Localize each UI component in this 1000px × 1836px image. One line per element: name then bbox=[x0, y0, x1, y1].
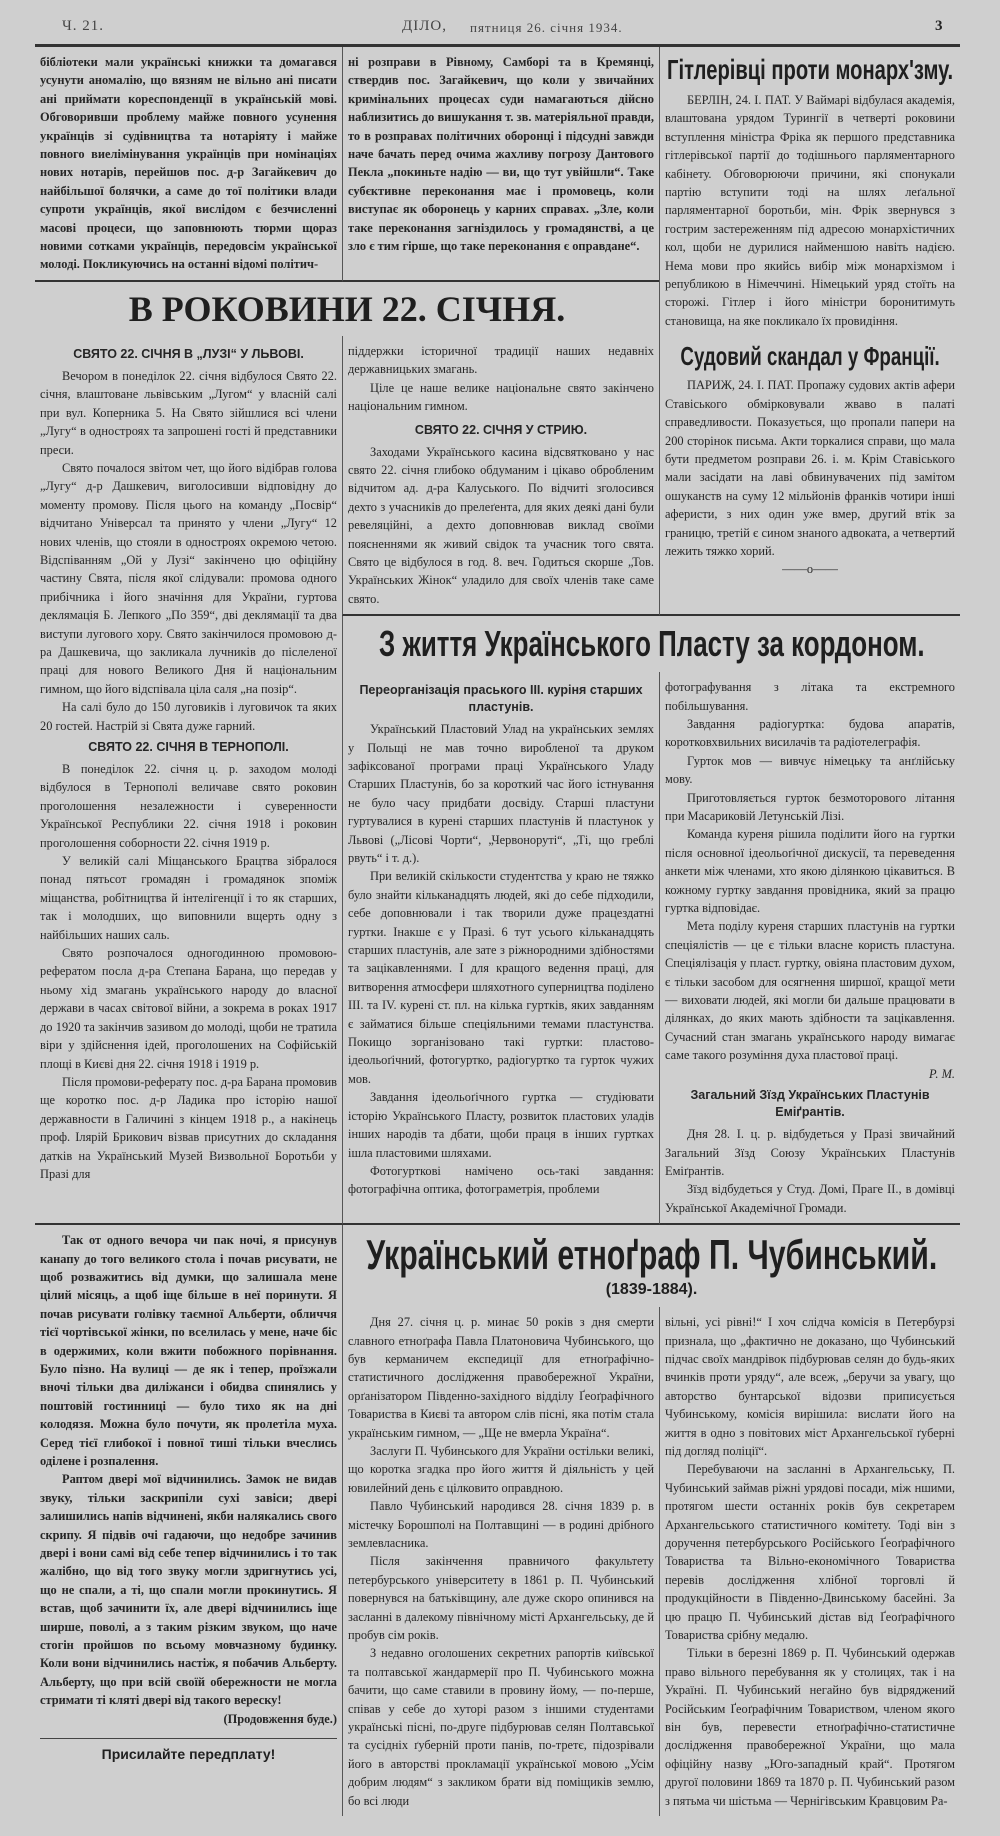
paragraph: Український Пластовий Улад на українських землях у Польщі не мав точно виробленої та друком зафіксованої програми праці Українського Уладу Старших Пластунів, бо за короткий час його істнування не було часу придбати досвіду. Старші пластуни гуртувалися в курені старших пластунів й пластунок у Львові („Лісові Чорти“, „Червоноруті“, „Ті, що греблі рвуть“ і т. д.). bbox=[348, 722, 654, 865]
paragraph: Перебуваючи на засланні в Архангельську, П. Чубинський займав ріжні урядові посади, між ншими, протягом шести останніх років був секретарем Архангельського статистичного комітету. Тоді він з доручення петербурського Російського Ґеоґрафічного Товариства та Вільно-економічного Товариства перевів дослідження хлібної торговлі й продукційности в Південно-Двинському басейні. За цю працю П. Чубинський дістав від Ґеоґрафічного Товариства срібну медалю. bbox=[665, 1462, 955, 1643]
headline: Гітлерівці проти монарх'зму. bbox=[666, 54, 954, 85]
paragraph: фотографування з літака та екстремного побільшування. bbox=[665, 680, 955, 713]
stryi-subtitle: СВЯТО 22. СІЧНЯ У СТРИЮ. bbox=[414, 422, 588, 437]
paragraph: Раптом двері мої відчинились. Замок не видав звуку, тільки заскрипіли сухі завіси; двері залишились напів відчинені, якби налякались свого скрипу. Я підвів очі гадаючи, що недобре зачинив двері і вони самі від себе тепер відчинились і то так жалібно, що від того звуку могли здригнутись усі, що не спали, а ті, що спали могли прокинутись. Я встав, щоб зачинити їх, але двері відчинились іще ширше, поволі, а з таким різким звуком, що наче стогін пройшов по всьому мовчазному будинку. Коли вони відчинились настіж, я побачив Альберту. Альберту, що при всій своїй обережности не могла стримати ті кляті двері від такого вереску! bbox=[40, 1472, 337, 1708]
headline: Судовий скандал у Франції. bbox=[680, 341, 940, 372]
paragraph: Тільки в березні 1869 р. П. Чубинський одержав право вільного перебування як у столицях, так і на Україні. П. Чубинський негайно був відряджений Російським Ґеоґрафічним Товариством, членом якого він був, перевести етноґрафічно-статистичне дослідження правобережної України, що мала офіційну назву „Юго-западный край“. Протягом другої половини 1869 та 1870 р. П. Чубинський разом з пятьма чи шістьма — Чернігівським Кравцовим Ра- bbox=[665, 1646, 955, 1808]
paragraph: З недавно оголошених секретних рапортів київської та полтавської жандармерії про П. Чубинського можна бачити, що саме ставили в провину йому, — по-перше, співав у себе до хуторі разом з іншими студентами українські пісні, по-друге підбурював селян Полтавської та сусідніх ґуберній проти панів, по-третє, підозрівали його в авторстві прокламації української мовою „Усім добрим людям“ з закликом брати від поміщиків землю, бо всі люди bbox=[348, 1646, 654, 1808]
paragraph: Завдання ідеольоґічного гуртка — студіювати історію Українського Пласту, розвиток пластових уладів інших народів та дбати, щоби праця в інших гуртках ішла пластовими шляхами. bbox=[348, 1090, 654, 1160]
paragraph: Зїзд відбудеться у Студ. Домі, Праге ІІ., в домівці Української Академічної Громади. bbox=[665, 1182, 955, 1215]
congress-subtitle: Загальний Зїзд Українських Пластунів Еміґрантів. bbox=[690, 1088, 930, 1120]
paragraph: Вечором в понеділок 22. січня відбулося Свято 22. січня, влаштоване львівським „Лугом“ у власній салі при вул. Коперника 5. На Свято зійшлися всі члени „Лугу“ в одностроях та запрошені гості й представники преси. bbox=[40, 368, 337, 457]
hitler-article-title bbox=[665, 53, 955, 87]
paragraph: Дня 28. І. ц. р. відбудеться у Празі звичайний Загальний Зїзд Союзу Українських Пластунів Еміґрантів. bbox=[665, 1127, 955, 1178]
paragraph: При великій скількости студентства у краю не тяжко було знайти кільканадцять людей, які до себе підходили, себе доповнювали і так творили дуже працездатні гуртки. Інакше є у Празі. 6 тут усього кільканадцять старших пластунів, але зате з ріжнородними здібностями та зацікавленнями. І для кращого ведення праці, для витворення атмосфери шляхотного суперництва поділено ІІІ. та ІV. курені ст. пл. на кілька гуртків, яких завданням є займатися більше спеціяльними темами пластунства. Покищо зорганізовано такі гуртки: пластово-ідеольоґічний, фотогуртко, радіогуртко та гурток чужих мов. bbox=[348, 869, 654, 1086]
paragraph: Дня 27. січня ц. р. минає 50 років з дня смерти славного етноґрафа Павла Платоновича Чубинського, що був керманичем експедиції для етноґрафічно-статистичного дослідження правобережної України, орґанізатором Південно-західного відділу Ґеоґрафічного Товариства в Києві та автором слів пісні, яка потім стала українським гимном, — „Ще не вмерла Україна“. bbox=[348, 1315, 654, 1440]
paragraph: Заслуги П. Чубинського для України остільки великі, що коротка згадка про його життя й діяльність у цей ювилейний день є цілковито оправдною. bbox=[348, 1443, 654, 1495]
newspaper-title: ДІЛО, bbox=[402, 18, 447, 34]
paragraph: ні розправи в Рівному, Самборі та в Кремянці, ствердив пос. Загайкевич, що коли у звичайних кримінальних процесах суди намагаються дійсно наблизитись до вишукання т. зв. матеріяльної правди, то в розправах політичних оборонці і підсудні завжди наче бачать перед очима жахливу погрозу Дантового Пекла „покиньте надію — ви, що тут увійшли“. Таке субєктивне переконання має і промовець, коли виступає як оборонець у карних справах. „Зле, коли таке переконання загніздилось у громадянстві, а це зло є тим гірше, що таке переконання є оправдане“. bbox=[348, 55, 654, 254]
paragraph: Після закінчення правничого факультету петербурського університету в 1861 р. П. Чубинський повернувся на батьківщину, але дуже скоро опинився на засланні в далекому північному місті Архангельську, де й пробув сім років. bbox=[348, 1554, 654, 1643]
paragraph: Завдання радіогуртка: будова апаратів, коротковхвильних висилачів та радіотелеграфія. bbox=[665, 716, 955, 750]
paragraph: Павло Чубинський народився 28. січня 1839 р. в містечку Борошполі на Полтавщині — в родині дрібного землевласника. bbox=[348, 1499, 654, 1550]
ethnographer-years: (1839-1884). bbox=[605, 1281, 698, 1299]
ethnographer-column-2 bbox=[659, 1307, 960, 1816]
subscribe-notice: Присилайте передплату! bbox=[40, 1738, 337, 1763]
signature: Р. М. bbox=[929, 1066, 955, 1081]
anniversary-mid-column bbox=[342, 336, 659, 616]
paragraph: Гурток мов — вивчує німецьку та анґлійську мову. bbox=[665, 753, 955, 787]
story-body bbox=[40, 1231, 337, 1728]
issue-date: пятниця 26. січня 1934. bbox=[470, 20, 623, 35]
paragraph: піддержки історичної традиції наших недавніх державницьких змагань. bbox=[348, 343, 654, 377]
anniversary-headline: В РОКОВИНИ 22. СІЧНЯ. bbox=[128, 288, 566, 329]
plast-subtitle: Переорганізація праського ІІІ. куріня старших пластунів. bbox=[359, 683, 643, 715]
paragraph: вільні, усі рівні!“ І хоч слідча комісія в Петербурзі признала, що „фактично не доказано, що Чубинський підчас своїх мандрівок підбурював селян до будь-яких вчинків проти уряду“, але всеж, „беручи за увагу, що авторство бунтарської відозви приписується Чубинському, комісія вирішила: вислати його на життя в одно з повітових міст Архангельської ґуберні під догляд поліції“. bbox=[665, 1315, 955, 1458]
headline: Український етноґраф П. Чубинський. bbox=[366, 1231, 937, 1279]
plast-column-2 bbox=[659, 672, 960, 1225]
paragraph: Приготовляється гурток безмоторового літання при Масариковій Летунській Лізі. bbox=[665, 790, 955, 823]
plast-headline bbox=[342, 616, 960, 672]
ethnographer-heading bbox=[342, 1225, 960, 1307]
article-continuation-mid bbox=[342, 47, 659, 282]
headline: З життя Українського Пласту за кордоном. bbox=[378, 623, 925, 665]
lviv-subtitle: СВЯТО 22. СІЧНЯ В „ЛУЗІ“ У ЛЬВОВІ. bbox=[73, 346, 304, 361]
paragraph: Заходами Українського касина відсвятковано у нас свято 22. січня глибоко обдуманим і цікаво обробленим відчитом ад. д-ра Калуського. По відчиті зголосився дехто з учасників до прелеґента, для яких деякі дані були ревеляційні, а дехто доповнював виклад своїми поясненнями як живий свідок та учасник того свята. Свято це відбулося в год. 8. веч. Годиться скорше „Тов. Українських Жінок“ уладило для своїх членів таке саме свято. bbox=[348, 444, 654, 606]
paragraph: Ціле це наше велике національне свято закінчено національним гимном. bbox=[348, 380, 654, 414]
issue-number: Ч. 21. bbox=[62, 18, 104, 34]
paragraph: Після промови-реферату пос. д-ра Барана промовив ще коротко пос. д-р Ладика про історію нашої державности в Галичині з кінцем 1918 р., а накінець проф. Ілярій Брикович візвав присутних до складання датків на Український Музей Визвольної Боротьби у Празі для bbox=[40, 1074, 337, 1181]
masthead bbox=[35, 0, 960, 47]
paragraph: Мета поділу куреня старших пластунів на гуртки спеціялістів — це є тільки власне користь пластуна. Спеціялізація у пласт. гуртку, овіяна пластовим духом, є тільки засобом для осягнення ширшої, кращої мети — виховати людей, які могли би дальше працювати в ділянках, до яких мають здібности та зацікавлення. Сучасний стан змагань українського народу вимагає саме такого розуміння духа пластової праці. bbox=[665, 919, 955, 1063]
paragraph: бібліотеки мали українські книжки та домагався усунути аномалію, що вязням не вільно ані писати ані приймати кореспонденції в українській мові. Обговоривши проблему майже повного усунення українців зі судівництва та нотаріяту і майже повного виелімінування українців при номінаціях нових нотарів, перейшов пос. д-р Загайкевич до найбільшої болячки, а саме до тої політики влади супроти українців, якої вислідом є безчисленні масові процеси, що заповнюють тюрми щораз новими сотками українців, передовсім української молоді. Покликуючись на останні відомі політич- bbox=[40, 55, 337, 272]
paragraph: Свято розпочалося одногодинною промовою-рефератом посла д-ра Степана Барана, що передав у ньому хід змагань українського народу до власної держави в часах світової війни, а зокрема в роках 1917 до 1920 та закінчив зазивом до молоді, щоби не тратила віри у здійснення ідей, проголошених на Софійській площі в Києві дня 22. січня 1918 і 1919 р. bbox=[40, 946, 337, 1071]
paragraph: Свято почалося звітом чет, що його відібрав голова „Лугу“ д-р Дашкевич, виголосивши відповідну до моменту промову. Після цього на команду „Посвір“ відчитано Універсал та принято у члени „Лугу“ 12 нових членів, що стояли в одностроях окремою четою. Відспіванням „Ой у Лузі“ закінчено цю офіційну частину Свята, після якої слідували: промова одного прибічника і його значіння для України, гуртова деклямація Б. Лепкого „По 359“, дві деклямації та два виступи лугового хору. Свято закінчилося промовою д-ра Дашкевича, що закликала лучників до післеленої праці для нового Великого Дня й національним гимном, що його відспівала ціла саля „на позір“. bbox=[40, 460, 337, 696]
ethnographer-column-1 bbox=[342, 1307, 659, 1816]
separator: ——o—— bbox=[782, 562, 838, 577]
page-number: 3 bbox=[935, 18, 944, 34]
article-continuation-left bbox=[35, 47, 342, 282]
paragraph: Так от одного вечора чи пак ночі, я присунув канапу до того великого стола і почав рисувати, не щоб розважитись від думки, що залишала мене цілий місяць, а щоб іще більше в неї поринути. Я почав рисувати голівку таємної Альберти, обличчя тієї чортівської жінки, по вселилась у мене, наче біс в одержимих, коли вжити побожного порівнання. Було пізно. На вулиці — де як і тепер, проїзжали вночі тільки два диліжанси і обидва спинялись у поштовій гостинниці — було тихо як на дні колодязя. Можна було почути, як пролетіла муха. Серед тієї глибокої і повної тиші тільки вчеслись оділене і розпалення. bbox=[40, 1233, 337, 1468]
paragraph: У великій салі Міщанського Брацтва зібралося понад пятьсот громадян і громадянок зпоміж міщанства, робітництва й інтелігенції і то як старших, так і молодших, що виповнили вщерть одну з найбільших наших саль. bbox=[40, 854, 337, 942]
paragraph: В понеділок 22. січня ц. р. заходом молоді відбулося в Тернополі величаве свято роковин проголошення незалежности і суверенности Української Республики 22. січня 1918 і роковин проголошення соборности 22. січня 1919 р. bbox=[40, 762, 337, 850]
ethnographer-headline bbox=[348, 1231, 955, 1279]
ternopil-subtitle: СВЯТО 22. СІЧНЯ В ТЕРНОПОЛІ. bbox=[88, 740, 289, 754]
page-grid bbox=[35, 47, 960, 1816]
paragraph: БЕРЛІН, 24. І. ПАТ. У Ваймарі відбулася академія, влаштована урядом Турингії в четверті роковини вступлення міністра Фріка як першого представника гітлерівської партії до тодішнього парляментарного кабінету. Обговорюючи причини, які спонукали партію вступити тоді на шлях леґальної парляментарної боротьби, мін. Фрік звернувся з гострим застереженням під адресою монархістичних кол, щоби не дурилися найменшою навіть надією. Нема мови про якийсь вибір між монархізмом і републикою в Німеччині. Німецький уряд стоїть на сторожі. Гітлер і його міністри боронитимуть становища, на яке покликало їх провидіння. bbox=[665, 93, 955, 328]
paragraph: Фотогурткові намічено ось-такі завдання: фотографічна оптика, фотограметрія, проблеми bbox=[348, 1163, 654, 1197]
feuilleton-story bbox=[35, 1225, 342, 1816]
right-column-news bbox=[659, 47, 960, 616]
paragraph: ПАРИЖ, 24. І. ПАТ. Пропажу судових актів афери Ставіського обмірковували жваво в палаті справедливости. Показується, що пропали папери на 200 сторінок письма. Акти торкалися справи, що мала бути предметом розправи 26. і. м. Крім Ставіського мали засідати на лаві обвинувачених під замітом ошуканств на суму 12 мільйонів франків чотири інші аферисти, з них один уже вмер, другий втік за границю, третій є сином знаного адвоката, а четвертий лежить тяжко хорий. bbox=[665, 378, 955, 558]
plast-column-1 bbox=[342, 672, 659, 1225]
paragraph: На салі було до 150 луговиків і луговичок та яких 20 гостей. Настрій зі Свята дуже гарний. bbox=[40, 700, 337, 733]
scandal-article-title bbox=[665, 340, 955, 372]
paragraph: Команда куреня рішила поділити його на гуртки після основної ідеольоґічної дискусії, та переведення анкети між членами, хто якою ділянкою цікавиться. В кожному гуртку завдання провідника, який за працю гуртка відповідає. bbox=[665, 827, 955, 916]
anniversary-left-column bbox=[35, 336, 342, 1225]
continuation-note: (Продовження буде.) bbox=[223, 1711, 337, 1726]
